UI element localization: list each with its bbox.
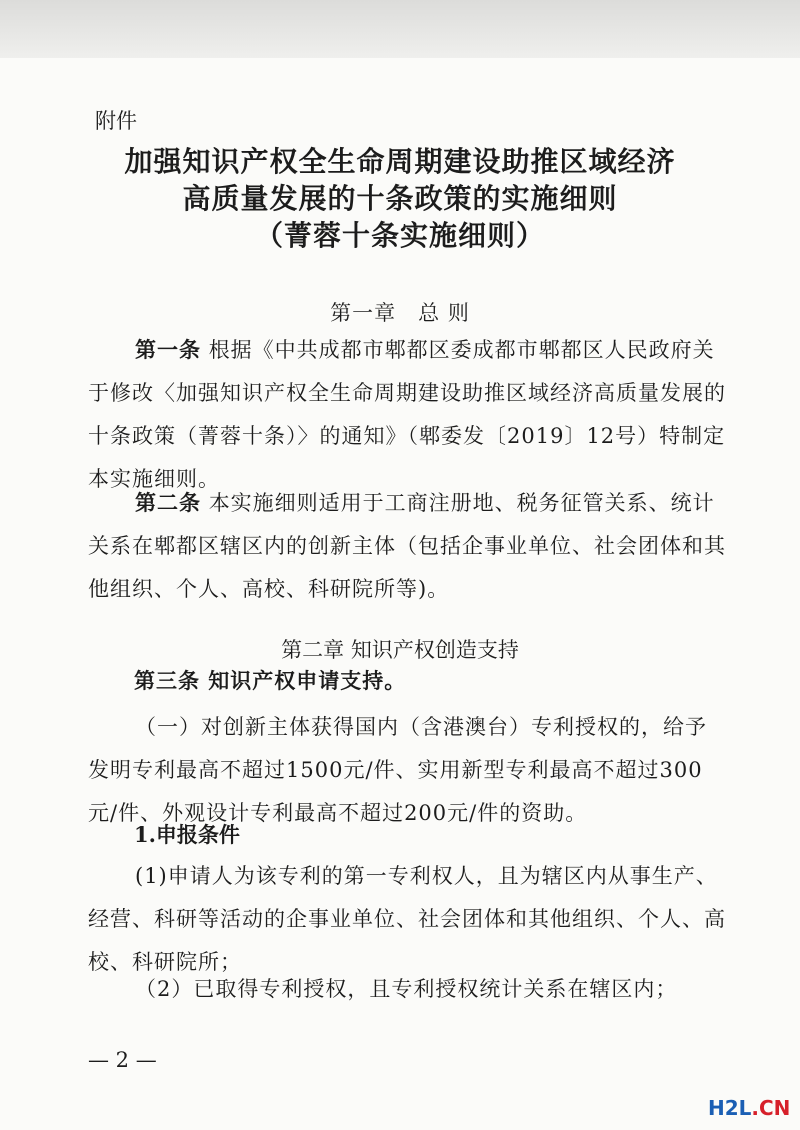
article-1-text: 根据《中共成都市郫都区委成都市郫都区人民政府关于修改〈加强知识产权全生命周期建设助推区域经济高质量发展的十条政策（菁蓉十条）〉的通知》（郫委发〔2019〕12号）特制定本实施细则。 (88, 338, 726, 491)
title-line-1: 加强知识产权全生命周期建设助推区域经济 (124, 145, 676, 178)
article-2 (88, 481, 728, 611)
page-number: — 2 — (88, 1048, 157, 1072)
condition-1 (88, 855, 728, 984)
article-3-item-1-text: （一）对创新主体获得国内（含港澳台）专利授权的，给予发明专利最高不超过1500元/件、实用新型专利最高不超过300元/件、外观设计专利最高不超过200元/件的资助。 (88, 715, 707, 825)
application-conditions-heading: 1.申报条件 (134, 822, 240, 847)
condition-2-text: （2）已取得专利授权，且专利授权统计关系在辖区内； (135, 977, 678, 1001)
title-line-3: （菁蓉十条实施细则） (254, 219, 545, 252)
article-1-label: 第一条 (135, 337, 201, 362)
article-1 (88, 328, 728, 501)
chapter-1-heading: 第一章 总 则 (330, 301, 470, 325)
condition-1-text: (1)申请人为该专利的第一专利权人，且为辖区内从事生产、经营、科研等活动的企事业单位、社会团体和其他组织、个人、高校、科研院所； (88, 864, 726, 974)
scan-top-band (0, 0, 800, 58)
watermark-red-text: .CN (751, 1096, 791, 1120)
site-watermark-logo (708, 1096, 790, 1120)
watermark-blue-text: H2L (708, 1096, 752, 1120)
article-3-item-1 (88, 706, 728, 835)
article-3-heading: 第三条 知识产权申请支持。 (134, 668, 407, 693)
article-2-label: 第二条 (135, 490, 201, 515)
condition-2 (88, 968, 728, 1011)
article-2-text: 本实施细则适用于工商注册地、税务征管关系、统计关系在郫都区辖区内的创新主体（包括企事业单位、社会团体和其他组织、个人、高校、科研院所等)。 (88, 491, 726, 601)
attachment-label: 附件 (95, 109, 137, 133)
chapter-2-heading: 第二章 知识产权创造支持 (281, 638, 519, 662)
title-line-2: 高质量发展的十条政策的实施细则 (182, 182, 618, 215)
